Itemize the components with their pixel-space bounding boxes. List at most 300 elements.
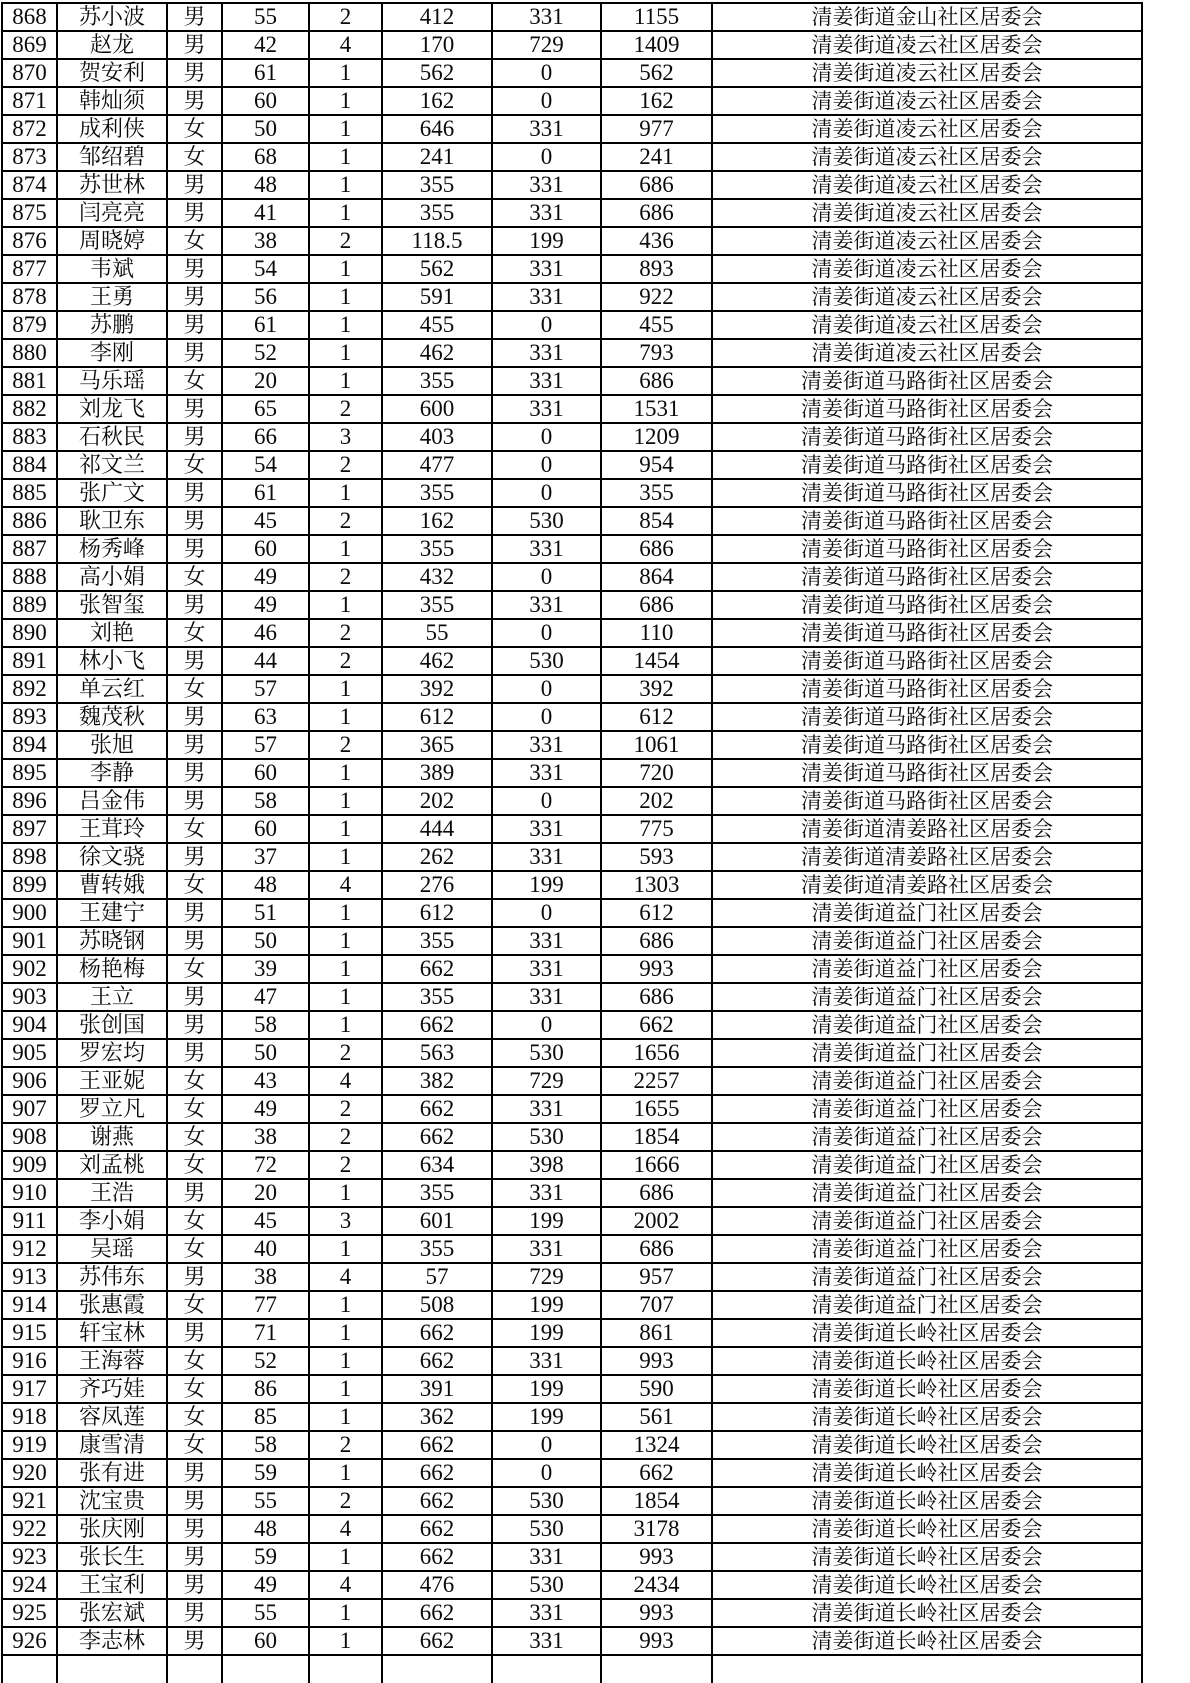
cell-serial-number: 880 [2, 339, 57, 367]
cell-total: 993 [601, 1599, 712, 1627]
cell-age: 55 [222, 3, 309, 31]
cell-amount-2: 331 [492, 115, 601, 143]
cell-gender: 男 [167, 59, 222, 87]
cell-age: 50 [222, 115, 309, 143]
cell-total: 686 [601, 367, 712, 395]
cell-amount-2: 530 [492, 507, 601, 535]
cell-total: 864 [601, 563, 712, 591]
cell-serial-number: 871 [2, 87, 57, 115]
cell-amount-1: 591 [382, 283, 492, 311]
table-row [2, 647, 1142, 675]
partial-row [2, 1655, 1142, 1683]
table-row [2, 199, 1142, 227]
cell-amount-2: 331 [492, 591, 601, 619]
cell-gender: 男 [167, 1319, 222, 1347]
empty-cell [167, 1655, 222, 1683]
cell-count: 2 [309, 1123, 382, 1151]
cell-community: 清姜街道益门社区居委会 [712, 899, 1142, 927]
cell-age: 48 [222, 1515, 309, 1543]
cell-community: 清姜街道长岭社区居委会 [712, 1627, 1142, 1655]
cell-gender: 男 [167, 1263, 222, 1291]
cell-count: 1 [309, 143, 382, 171]
cell-age: 56 [222, 283, 309, 311]
cell-gender: 男 [167, 423, 222, 451]
cell-amount-1: 662 [382, 1599, 492, 1627]
cell-community: 清姜街道马路街社区居委会 [712, 703, 1142, 731]
cell-serial-number: 925 [2, 1599, 57, 1627]
cell-community: 清姜街道益门社区居委会 [712, 1123, 1142, 1151]
cell-community: 清姜街道马路街社区居委会 [712, 563, 1142, 591]
cell-count: 1 [309, 815, 382, 843]
cell-total: 686 [601, 535, 712, 563]
cell-name: 康雪清 [57, 1431, 167, 1459]
cell-amount-2: 398 [492, 1151, 601, 1179]
cell-serial-number: 899 [2, 871, 57, 899]
cell-gender: 女 [167, 143, 222, 171]
cell-name: 林小飞 [57, 647, 167, 675]
cell-age: 52 [222, 1347, 309, 1375]
cell-total: 775 [601, 815, 712, 843]
cell-name: 罗宏均 [57, 1039, 167, 1067]
cell-total: 1854 [601, 1123, 712, 1151]
cell-amount-2: 0 [492, 451, 601, 479]
cell-age: 47 [222, 983, 309, 1011]
cell-name: 张智玺 [57, 591, 167, 619]
cell-serial-number: 908 [2, 1123, 57, 1151]
cell-amount-1: 646 [382, 115, 492, 143]
cell-count: 1 [309, 927, 382, 955]
cell-age: 58 [222, 1431, 309, 1459]
cell-gender: 女 [167, 1403, 222, 1431]
cell-total: 1854 [601, 1487, 712, 1515]
cell-serial-number: 894 [2, 731, 57, 759]
cell-community: 清姜街道益门社区居委会 [712, 1207, 1142, 1235]
cell-total: 1454 [601, 647, 712, 675]
cell-age: 48 [222, 871, 309, 899]
cell-amount-2: 331 [492, 171, 601, 199]
cell-gender: 男 [167, 1459, 222, 1487]
cell-count: 2 [309, 619, 382, 647]
cell-community: 清姜街道凌云社区居委会 [712, 311, 1142, 339]
cell-serial-number: 886 [2, 507, 57, 535]
cell-name: 祁文兰 [57, 451, 167, 479]
cell-name: 吴瑶 [57, 1235, 167, 1263]
cell-count: 2 [309, 1095, 382, 1123]
cell-amount-1: 612 [382, 899, 492, 927]
cell-amount-1: 662 [382, 1431, 492, 1459]
cell-count: 1 [309, 367, 382, 395]
table-row [2, 1151, 1142, 1179]
cell-name: 韦斌 [57, 255, 167, 283]
table-row [2, 731, 1142, 759]
cell-age: 54 [222, 255, 309, 283]
cell-age: 42 [222, 31, 309, 59]
cell-amount-2: 530 [492, 647, 601, 675]
cell-gender: 男 [167, 927, 222, 955]
cell-name: 吕金伟 [57, 787, 167, 815]
cell-count: 1 [309, 1627, 382, 1655]
cell-amount-1: 662 [382, 955, 492, 983]
cell-name: 苏晓钢 [57, 927, 167, 955]
cell-serial-number: 914 [2, 1291, 57, 1319]
cell-community: 清姜街道长岭社区居委会 [712, 1515, 1142, 1543]
cell-amount-2: 331 [492, 255, 601, 283]
table-row [2, 1039, 1142, 1067]
cell-age: 49 [222, 563, 309, 591]
cell-name: 徐文骁 [57, 843, 167, 871]
cell-amount-2: 331 [492, 1235, 601, 1263]
cell-name: 沈宝贵 [57, 1487, 167, 1515]
cell-serial-number: 889 [2, 591, 57, 619]
cell-count: 1 [309, 339, 382, 367]
cell-amount-1: 365 [382, 731, 492, 759]
cell-name: 刘龙飞 [57, 395, 167, 423]
cell-serial-number: 919 [2, 1431, 57, 1459]
cell-serial-number: 900 [2, 899, 57, 927]
cell-community: 清姜街道长岭社区居委会 [712, 1403, 1142, 1431]
cell-total: 686 [601, 927, 712, 955]
cell-amount-1: 382 [382, 1067, 492, 1095]
cell-amount-1: 162 [382, 507, 492, 535]
cell-amount-1: 600 [382, 395, 492, 423]
cell-total: 720 [601, 759, 712, 787]
cell-age: 65 [222, 395, 309, 423]
cell-name: 张惠霞 [57, 1291, 167, 1319]
cell-total: 793 [601, 339, 712, 367]
cell-amount-2: 0 [492, 787, 601, 815]
cell-total: 1531 [601, 395, 712, 423]
cell-age: 61 [222, 479, 309, 507]
cell-amount-1: 662 [382, 1627, 492, 1655]
cell-name: 单云红 [57, 675, 167, 703]
cell-age: 38 [222, 227, 309, 255]
cell-amount-1: 355 [382, 591, 492, 619]
cell-community: 清姜街道益门社区居委会 [712, 1151, 1142, 1179]
table-row [2, 311, 1142, 339]
cell-amount-2: 0 [492, 311, 601, 339]
cell-amount-2: 0 [492, 899, 601, 927]
cell-gender: 女 [167, 1375, 222, 1403]
cell-amount-1: 355 [382, 367, 492, 395]
cell-total: 590 [601, 1375, 712, 1403]
table-row [2, 339, 1142, 367]
cell-serial-number: 917 [2, 1375, 57, 1403]
cell-name: 李静 [57, 759, 167, 787]
cell-gender: 男 [167, 1543, 222, 1571]
cell-total: 893 [601, 255, 712, 283]
cell-amount-2: 729 [492, 1263, 601, 1291]
cell-community: 清姜街道凌云社区居委会 [712, 115, 1142, 143]
cell-amount-2: 199 [492, 1291, 601, 1319]
cell-age: 57 [222, 731, 309, 759]
cell-age: 38 [222, 1123, 309, 1151]
cell-gender: 男 [167, 1179, 222, 1207]
cell-serial-number: 906 [2, 1067, 57, 1095]
cell-count: 1 [309, 1011, 382, 1039]
cell-amount-1: 508 [382, 1291, 492, 1319]
cell-gender: 男 [167, 731, 222, 759]
cell-community: 清姜街道长岭社区居委会 [712, 1347, 1142, 1375]
cell-name: 罗立凡 [57, 1095, 167, 1123]
cell-count: 1 [309, 843, 382, 871]
cell-total: 3178 [601, 1515, 712, 1543]
cell-count: 2 [309, 1487, 382, 1515]
cell-amount-2: 0 [492, 59, 601, 87]
table-row [2, 283, 1142, 311]
cell-amount-2: 199 [492, 871, 601, 899]
cell-serial-number: 868 [2, 3, 57, 31]
table-row [2, 59, 1142, 87]
cell-community: 清姜街道益门社区居委会 [712, 1235, 1142, 1263]
cell-amount-2: 0 [492, 703, 601, 731]
cell-amount-2: 331 [492, 395, 601, 423]
cell-name: 王建宁 [57, 899, 167, 927]
table-row [2, 31, 1142, 59]
cell-name: 耿卫东 [57, 507, 167, 535]
cell-amount-1: 562 [382, 59, 492, 87]
cell-gender: 女 [167, 563, 222, 591]
cell-count: 1 [309, 1347, 382, 1375]
cell-community: 清姜街道益门社区居委会 [712, 1263, 1142, 1291]
cell-age: 68 [222, 143, 309, 171]
table-row [2, 1431, 1142, 1459]
cell-gender: 男 [167, 1039, 222, 1067]
cell-community: 清姜街道凌云社区居委会 [712, 339, 1142, 367]
cell-count: 1 [309, 1459, 382, 1487]
cell-age: 50 [222, 927, 309, 955]
table-row [2, 1599, 1142, 1627]
cell-total: 662 [601, 1459, 712, 1487]
cell-name: 曹转娥 [57, 871, 167, 899]
cell-serial-number: 892 [2, 675, 57, 703]
cell-community: 清姜街道马路街社区居委会 [712, 619, 1142, 647]
cell-count: 2 [309, 227, 382, 255]
cell-total: 436 [601, 227, 712, 255]
cell-total: 993 [601, 1543, 712, 1571]
cell-age: 57 [222, 675, 309, 703]
cell-total: 993 [601, 955, 712, 983]
cell-age: 20 [222, 1179, 309, 1207]
cell-community: 清姜街道马路街社区居委会 [712, 507, 1142, 535]
cell-amount-2: 530 [492, 1487, 601, 1515]
table-row [2, 1011, 1142, 1039]
cell-count: 1 [309, 283, 382, 311]
cell-name: 高小娟 [57, 563, 167, 591]
table-row [2, 1543, 1142, 1571]
cell-count: 1 [309, 1599, 382, 1627]
table-row [2, 1459, 1142, 1487]
cell-age: 63 [222, 703, 309, 731]
cell-total: 1409 [601, 31, 712, 59]
cell-serial-number: 901 [2, 927, 57, 955]
cell-name: 李小娟 [57, 1207, 167, 1235]
cell-count: 1 [309, 703, 382, 731]
cell-serial-number: 876 [2, 227, 57, 255]
cell-amount-1: 662 [382, 1487, 492, 1515]
cell-count: 4 [309, 1263, 382, 1291]
cell-age: 49 [222, 1571, 309, 1599]
cell-age: 41 [222, 199, 309, 227]
cell-name: 马乐瑶 [57, 367, 167, 395]
cell-serial-number: 921 [2, 1487, 57, 1515]
cell-age: 61 [222, 311, 309, 339]
cell-serial-number: 910 [2, 1179, 57, 1207]
cell-total: 110 [601, 619, 712, 647]
cell-name: 石秋民 [57, 423, 167, 451]
cell-age: 49 [222, 591, 309, 619]
cell-gender: 男 [167, 87, 222, 115]
cell-total: 202 [601, 787, 712, 815]
cell-serial-number: 872 [2, 115, 57, 143]
cell-amount-1: 202 [382, 787, 492, 815]
cell-amount-2: 0 [492, 619, 601, 647]
cell-amount-2: 0 [492, 1431, 601, 1459]
cell-amount-2: 530 [492, 1571, 601, 1599]
cell-count: 2 [309, 647, 382, 675]
cell-count: 2 [309, 3, 382, 31]
cell-total: 241 [601, 143, 712, 171]
table-row [2, 1515, 1142, 1543]
cell-name: 苏世林 [57, 171, 167, 199]
cell-community: 清姜街道马路街社区居委会 [712, 367, 1142, 395]
table-row [2, 367, 1142, 395]
cell-amount-2: 331 [492, 955, 601, 983]
cell-community: 清姜街道凌云社区居委会 [712, 227, 1142, 255]
table-row [2, 899, 1142, 927]
cell-count: 2 [309, 563, 382, 591]
cell-count: 2 [309, 451, 382, 479]
cell-community: 清姜街道长岭社区居委会 [712, 1487, 1142, 1515]
cell-community: 清姜街道马路街社区居委会 [712, 731, 1142, 759]
cell-amount-1: 241 [382, 143, 492, 171]
cell-amount-1: 391 [382, 1375, 492, 1403]
cell-gender: 男 [167, 479, 222, 507]
cell-community: 清姜街道长岭社区居委会 [712, 1543, 1142, 1571]
table-row [2, 479, 1142, 507]
cell-count: 4 [309, 1067, 382, 1095]
cell-gender: 女 [167, 1151, 222, 1179]
cell-amount-2: 0 [492, 1459, 601, 1487]
cell-name: 李刚 [57, 339, 167, 367]
document-page [0, 2, 1190, 1683]
cell-serial-number: 898 [2, 843, 57, 871]
cell-count: 2 [309, 395, 382, 423]
cell-age: 37 [222, 843, 309, 871]
cell-gender: 男 [167, 899, 222, 927]
cell-count: 1 [309, 59, 382, 87]
cell-gender: 男 [167, 591, 222, 619]
cell-serial-number: 878 [2, 283, 57, 311]
cell-amount-1: 412 [382, 3, 492, 31]
cell-amount-2: 331 [492, 1599, 601, 1627]
cell-community: 清姜街道凌云社区居委会 [712, 143, 1142, 171]
cell-age: 59 [222, 1459, 309, 1487]
cell-community: 清姜街道凌云社区居委会 [712, 199, 1142, 227]
table-row [2, 1375, 1142, 1403]
cell-amount-2: 0 [492, 675, 601, 703]
cell-count: 1 [309, 1543, 382, 1571]
cell-amount-2: 331 [492, 339, 601, 367]
table-row [2, 1095, 1142, 1123]
cell-community: 清姜街道马路街社区居委会 [712, 591, 1142, 619]
table-row [2, 871, 1142, 899]
cell-serial-number: 904 [2, 1011, 57, 1039]
cell-amount-1: 262 [382, 843, 492, 871]
cell-name: 王宝利 [57, 1571, 167, 1599]
cell-gender: 男 [167, 1011, 222, 1039]
cell-count: 2 [309, 1151, 382, 1179]
cell-amount-1: 634 [382, 1151, 492, 1179]
cell-amount-1: 170 [382, 31, 492, 59]
cell-age: 61 [222, 59, 309, 87]
table-row [2, 815, 1142, 843]
cell-amount-2: 331 [492, 1179, 601, 1207]
cell-age: 71 [222, 1319, 309, 1347]
cell-amount-1: 662 [382, 1459, 492, 1487]
cell-amount-2: 530 [492, 1039, 601, 1067]
cell-age: 39 [222, 955, 309, 983]
table-row [2, 1123, 1142, 1151]
cell-serial-number: 926 [2, 1627, 57, 1655]
cell-name: 周晓婷 [57, 227, 167, 255]
cell-total: 1666 [601, 1151, 712, 1179]
cell-age: 60 [222, 87, 309, 115]
cell-community: 清姜街道马路街社区居委会 [712, 423, 1142, 451]
empty-cell [382, 1655, 492, 1683]
cell-gender: 女 [167, 1207, 222, 1235]
cell-gender: 男 [167, 171, 222, 199]
cell-name: 容凤莲 [57, 1403, 167, 1431]
cell-name: 魏茂秋 [57, 703, 167, 731]
cell-age: 86 [222, 1375, 309, 1403]
cell-name: 张宏斌 [57, 1599, 167, 1627]
empty-cell [712, 1655, 1142, 1683]
cell-total: 707 [601, 1291, 712, 1319]
cell-serial-number: 915 [2, 1319, 57, 1347]
table-row [2, 843, 1142, 871]
cell-serial-number: 887 [2, 535, 57, 563]
cell-total: 593 [601, 843, 712, 871]
cell-serial-number: 879 [2, 311, 57, 339]
cell-amount-1: 362 [382, 1403, 492, 1431]
cell-serial-number: 923 [2, 1543, 57, 1571]
cell-gender: 男 [167, 507, 222, 535]
cell-gender: 女 [167, 1067, 222, 1095]
cell-community: 清姜街道长岭社区居委会 [712, 1375, 1142, 1403]
cell-total: 686 [601, 171, 712, 199]
cell-name: 王海蓉 [57, 1347, 167, 1375]
table-row [2, 171, 1142, 199]
cell-total: 2002 [601, 1207, 712, 1235]
cell-age: 60 [222, 815, 309, 843]
cell-serial-number: 897 [2, 815, 57, 843]
cell-gender: 男 [167, 1627, 222, 1655]
cell-serial-number: 920 [2, 1459, 57, 1487]
cell-count: 4 [309, 1571, 382, 1599]
table-row [2, 983, 1142, 1011]
cell-total: 686 [601, 983, 712, 1011]
cell-count: 2 [309, 507, 382, 535]
cell-community: 清姜街道金山社区居委会 [712, 3, 1142, 31]
cell-total: 861 [601, 1319, 712, 1347]
cell-serial-number: 883 [2, 423, 57, 451]
cell-total: 1061 [601, 731, 712, 759]
empty-cell [2, 1655, 57, 1683]
cell-amount-1: 57 [382, 1263, 492, 1291]
cell-total: 854 [601, 507, 712, 535]
cell-gender: 女 [167, 675, 222, 703]
table-row [2, 955, 1142, 983]
